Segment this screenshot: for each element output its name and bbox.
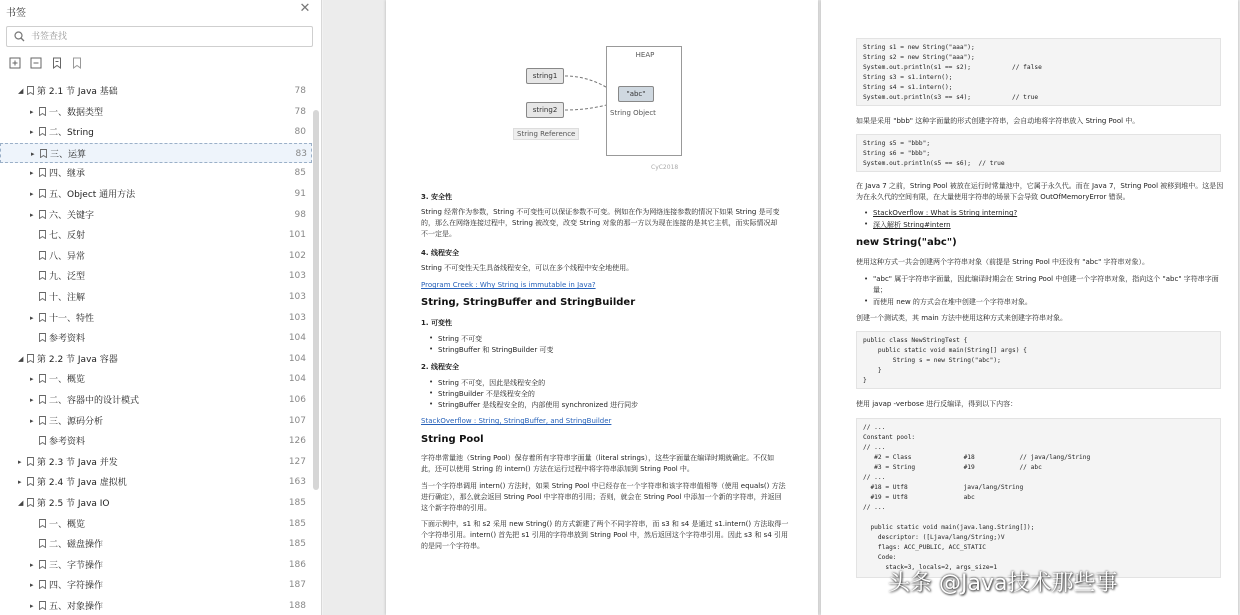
bookmark-item[interactable] bbox=[0, 328, 312, 349]
bookmark-sidebar bbox=[0, 0, 322, 615]
code-line: } bbox=[863, 377, 867, 384]
bookmark-page-number: 78 bbox=[294, 106, 306, 117]
bookmark-item[interactable] bbox=[0, 534, 312, 555]
text-line: 为在永久代的空间有限，在大量使用字符串的场景下会导致 OutOfMemoryError 错误。 bbox=[856, 193, 1130, 201]
code-block-test bbox=[856, 331, 1221, 389]
stackoverflow-link[interactable]: StackOverflow : String, StringBuffer, and StringBuilder bbox=[421, 417, 612, 425]
bookmark-icon bbox=[39, 395, 46, 404]
code-line: public static void main(String[] args) { bbox=[863, 347, 1027, 354]
bookmark-icon bbox=[39, 539, 46, 548]
bookmark-page-number: 103 bbox=[288, 271, 306, 282]
bookmark-icon bbox=[39, 107, 46, 116]
text-line: 字符串常量池（String Pool）保存着所有字符串字面量（literal strings），这些字面量在编译时期就确定。不仅如 bbox=[421, 454, 775, 462]
bookmark-icon bbox=[39, 560, 46, 569]
collapsed-arrow-icon[interactable]: ▸ bbox=[30, 396, 34, 404]
bookmark-search-input[interactable] bbox=[31, 29, 301, 44]
new-string-para: 使用这种方式一共会创建两个字符串对象（前提是 String Pool 中还没有 "abc" 字符串对象）。 bbox=[856, 258, 1150, 266]
bookmark-item[interactable] bbox=[0, 452, 312, 473]
intern-analysis-link[interactable]: • 深入解析 String#intern bbox=[873, 220, 951, 230]
code-line: #3 = String #19 // abc bbox=[863, 464, 1042, 471]
bookmark-item[interactable] bbox=[0, 472, 312, 493]
text-line: 此，还可以使用 String 的 intern() 方法在运行过程中将字符串添加到 String Pool 中。 bbox=[421, 465, 694, 473]
heading-string-builder: String, StringBuffer and StringBuilder bbox=[421, 297, 636, 308]
bookmark-item[interactable] bbox=[0, 246, 312, 267]
bookmark-label: 第 2.5 节 Java IO bbox=[37, 499, 110, 509]
list-item: • StringBuilder 不是线程安全的 bbox=[438, 389, 535, 399]
bookmark-label: 十、注解 bbox=[49, 293, 86, 303]
pool-para-3 bbox=[421, 519, 788, 552]
string-reference-label: String Reference bbox=[513, 128, 579, 140]
code-line: #18 = Utf8 java/lang/String bbox=[863, 484, 1024, 491]
heading-thread-safety-2: 2. 线程安全 bbox=[421, 363, 459, 371]
heading-mutability: 1. 可变性 bbox=[421, 319, 452, 327]
bookmark-item[interactable] bbox=[0, 225, 312, 246]
bookmark-icon bbox=[39, 601, 46, 610]
bookmark-page-number: 103 bbox=[288, 292, 306, 302]
bookmark-page-number: 185 bbox=[288, 518, 306, 529]
bookmark-label: 三、字节操作 bbox=[49, 560, 104, 571]
bookmark-label: 十一、特性 bbox=[49, 313, 95, 324]
bookmark-label: 五、对象操作 bbox=[49, 602, 104, 612]
collapsed-arrow-icon[interactable]: ▸ bbox=[31, 149, 35, 158]
bookmark-label: 二、磁盘操作 bbox=[49, 540, 104, 551]
bookmark-icon bbox=[39, 210, 46, 219]
bookmark-icon bbox=[27, 498, 34, 507]
test-class-para: 创建一个测试类，其 main 方法中使用这种方式来创建字符串对象。 bbox=[856, 314, 1067, 322]
abc-value: "abc" bbox=[618, 86, 654, 102]
bookmark-item[interactable] bbox=[0, 514, 312, 535]
code-line: String s2 = new String("aaa"); bbox=[863, 54, 975, 61]
bookmark-icon bbox=[39, 519, 46, 528]
bookmark-icon bbox=[27, 86, 34, 95]
text-line: String 经常作为参数，String 不可变性可以保证参数不可变。例如在作为网络连接参数的情况下如果 String 是可变 bbox=[421, 208, 780, 216]
code-line: String s1 = new String("aaa"); bbox=[863, 44, 975, 51]
bookmark-label: 七、反射 bbox=[49, 231, 86, 242]
expanded-arrow-icon[interactable]: ◢ bbox=[18, 87, 24, 95]
list-item bbox=[873, 274, 1219, 296]
sidebar-header bbox=[0, 0, 322, 22]
bookmark-icon bbox=[39, 271, 46, 280]
bookmark-item[interactable] bbox=[0, 266, 312, 287]
literal-para: 如果是采用 "bbb" 这种字面量的形式创建字符串，会自动地将字符串放入 String Pool 中。 bbox=[856, 117, 1140, 125]
bookmark-page-number: 126 bbox=[288, 436, 306, 447]
collapsed-arrow-icon[interactable]: ▸ bbox=[18, 457, 22, 466]
bookmark-icon bbox=[39, 230, 46, 239]
bookmark-page-number: 127 bbox=[288, 456, 306, 467]
bookmark-icon bbox=[39, 436, 46, 445]
code-block-intern bbox=[856, 38, 1221, 106]
bookmark-add-icon[interactable] bbox=[51, 57, 63, 69]
bookmark-label: 三、源码分析 bbox=[49, 416, 104, 427]
string1-ref: string1 bbox=[526, 68, 564, 84]
bookmark-label: 一、概览 bbox=[49, 519, 86, 530]
collapsed-arrow-icon[interactable]: ▸ bbox=[30, 375, 34, 384]
list-item: • 而使用 new 的方式会在堆中创建一个字符串对象。 bbox=[873, 297, 1032, 307]
bookmark-page-number: 98 bbox=[294, 209, 306, 220]
text-line: 当一个字符串调用 intern() 方法时，如果 String Pool 中已经存在一个字符串和该字符串值相等（使用 equals() 方法 bbox=[421, 482, 786, 490]
bookmark-label: 八、异常 bbox=[49, 251, 86, 262]
list-item: • String 不可变 bbox=[438, 334, 482, 344]
bookmark-item[interactable] bbox=[0, 349, 312, 370]
bookmark-page-number: 185 bbox=[288, 539, 306, 550]
bookmark-label: 参考资料 bbox=[49, 437, 86, 448]
bookmark-icon bbox=[39, 333, 46, 342]
code-line: descriptor: ([Ljava/lang/String;)V bbox=[863, 534, 1005, 541]
diagram-credit: CyC2018 bbox=[651, 164, 679, 171]
bookmark-item[interactable] bbox=[0, 411, 312, 432]
code-line: System.out.println(s1 == s2); // false bbox=[863, 64, 1042, 71]
text-line: 的是同一个字符串。 bbox=[421, 542, 484, 550]
bookmark-page-number: 91 bbox=[294, 189, 306, 199]
code-line: // ... bbox=[863, 444, 886, 451]
pdf-page-left bbox=[386, 0, 818, 615]
collapsed-arrow-icon[interactable]: ▸ bbox=[30, 210, 34, 219]
text-line: 量； bbox=[873, 286, 887, 294]
bookmark-item[interactable] bbox=[0, 102, 312, 123]
java7-para bbox=[856, 181, 1223, 203]
bookmark-icon bbox=[39, 168, 46, 177]
code-line: System.out.println(s5 == s6); // true bbox=[863, 160, 1005, 167]
thread-safety-para: String 不可变性天生具备线程安全，可以在多个线程中安全地使用。 bbox=[421, 264, 634, 272]
bookmark-page-number: 80 bbox=[294, 127, 306, 138]
bookmark-item[interactable] bbox=[0, 163, 312, 184]
bookmark-label: 四、字符操作 bbox=[49, 581, 104, 592]
bookmark-icon bbox=[39, 374, 46, 383]
bookmark-item[interactable] bbox=[0, 596, 312, 615]
string-interning-link[interactable]: • StackOverflow : What is String interning? bbox=[873, 209, 1017, 217]
bookmark-item[interactable] bbox=[0, 308, 312, 329]
code-line: flags: ACC_PUBLIC, ACC_STATIC bbox=[863, 544, 986, 551]
bookmark-item[interactable] bbox=[0, 287, 312, 308]
document-viewer[interactable] bbox=[323, 0, 1240, 615]
string-object-label: String Object bbox=[610, 109, 656, 117]
bookmark-icon bbox=[27, 457, 34, 466]
expanded-arrow-icon[interactable]: ◢ bbox=[18, 499, 24, 507]
code-line: // ... bbox=[863, 424, 886, 431]
bookmark-label: 一、概览 bbox=[49, 375, 86, 386]
bookmark-item[interactable] bbox=[0, 390, 312, 411]
bookmark-label: 第 2.3 节 Java 并发 bbox=[37, 457, 118, 468]
text-line: 这个新字符串的引用。 bbox=[421, 504, 491, 512]
list-item: • String 不可变，因此是线程安全的 bbox=[438, 378, 545, 388]
watermark-text: 头条 @Java技术那些事 bbox=[888, 571, 1118, 596]
bookmark-label: 三、运算 bbox=[50, 149, 87, 160]
collapsed-arrow-icon[interactable]: ▸ bbox=[30, 169, 34, 178]
bookmark-icon bbox=[39, 313, 46, 322]
code-block-literal bbox=[856, 134, 1221, 172]
sidebar-scrollbar[interactable] bbox=[313, 110, 319, 490]
pool-para-1 bbox=[421, 453, 774, 475]
bookmark-item[interactable] bbox=[0, 184, 312, 205]
bookmark-page-number: 188 bbox=[288, 601, 306, 611]
collapsed-arrow-icon[interactable]: ▸ bbox=[30, 581, 34, 590]
bookmark-label: 二、容器中的设计模式 bbox=[49, 396, 140, 406]
bookmark-icon[interactable] bbox=[71, 57, 83, 69]
code-block-javap bbox=[856, 418, 1221, 578]
text-line: 个字符串引用。intern() 首先把 s1 引用的字符串放到 String Pool 中，然后返回这个字符串引用。因此 s3 和 s4 引用 bbox=[421, 531, 789, 539]
code-line: stack=3, locals=2, args_size=1 bbox=[863, 564, 998, 571]
collapsed-arrow-icon[interactable]: ▸ bbox=[30, 602, 34, 610]
bookmark-page-number: 106 bbox=[288, 395, 306, 405]
bookmark-icon bbox=[39, 416, 46, 425]
code-line: public static void main(java.lang.String[]); bbox=[863, 524, 1035, 531]
bookmark-item[interactable] bbox=[0, 431, 312, 452]
heading-new-string: new String("abc") bbox=[856, 237, 957, 248]
bookmark-label: 参考资料 bbox=[49, 334, 86, 345]
bookmark-page-number: 163 bbox=[288, 477, 306, 488]
bookmark-label: 六、关键字 bbox=[49, 210, 95, 221]
heading-security: 3. 安全性 bbox=[421, 193, 452, 201]
bookmark-page-number: 104 bbox=[288, 353, 306, 364]
string2-ref: string2 bbox=[526, 102, 564, 118]
bookmark-label: 五、Object 通用方法 bbox=[49, 190, 136, 200]
search-icon bbox=[14, 31, 25, 42]
expanded-arrow-icon[interactable]: ◢ bbox=[18, 354, 24, 363]
sidebar-title: 书签 bbox=[6, 8, 26, 19]
bookmark-item[interactable] bbox=[0, 493, 312, 514]
bookmark-search-box[interactable] bbox=[6, 26, 313, 47]
bookmark-item[interactable] bbox=[0, 205, 312, 226]
heading-string-pool: String Pool bbox=[421, 434, 484, 445]
collapsed-arrow-icon[interactable]: ▸ bbox=[18, 478, 22, 487]
list-item: • StringBuffer 是线程安全的，内部使用 synchronized 进行同步 bbox=[438, 400, 638, 410]
bookmark-page-number: 103 bbox=[288, 312, 306, 323]
bookmark-page-number: 102 bbox=[288, 250, 306, 261]
collapsed-arrow-icon[interactable]: ▸ bbox=[30, 128, 34, 137]
code-line: String s6 = "bbb"; bbox=[863, 150, 931, 157]
collapsed-arrow-icon[interactable]: ▸ bbox=[30, 416, 34, 425]
bookmark-tree bbox=[0, 81, 312, 615]
bookmark-icon bbox=[39, 580, 46, 589]
bookmark-icon bbox=[39, 127, 46, 136]
bookmark-icon bbox=[39, 292, 46, 301]
bookmark-page-number: 85 bbox=[294, 168, 306, 179]
code-line: String s4 = s1.intern(); bbox=[863, 84, 953, 91]
code-line: #19 = Utf8 abc bbox=[863, 494, 975, 501]
bookmark-item[interactable] bbox=[0, 575, 312, 596]
bookmark-icon bbox=[39, 251, 46, 260]
bookmark-label: 第 2.1 节 Java 基础 bbox=[37, 87, 118, 97]
collapsed-arrow-icon[interactable]: ▸ bbox=[30, 313, 34, 322]
bookmark-item[interactable] bbox=[0, 122, 312, 143]
bookmark-label: 第 2.4 节 Java 虚拟机 bbox=[37, 478, 127, 489]
bookmark-icon bbox=[39, 189, 46, 198]
collapsed-arrow-icon[interactable]: ▸ bbox=[30, 107, 34, 116]
code-line: // ... bbox=[863, 474, 886, 481]
bookmark-page-number: 104 bbox=[288, 333, 306, 344]
bookmark-page-number: 187 bbox=[288, 580, 306, 591]
code-line: String s3 = s1.intern(); bbox=[863, 74, 953, 81]
code-line: String s = new String("abc"); bbox=[863, 357, 1001, 364]
list-item: • StringBuffer 和 StringBuilder 可变 bbox=[438, 345, 553, 355]
bookmark-icon bbox=[40, 149, 47, 158]
code-line: String s5 = "bbb"; bbox=[863, 140, 931, 147]
close-icon[interactable]: ✕ bbox=[299, 1, 311, 16]
bookmark-page-number: 104 bbox=[288, 374, 306, 385]
code-line: Code: bbox=[863, 554, 897, 561]
code-line: #2 = Class #18 // java/lang/String bbox=[863, 454, 1091, 461]
collapse-icon[interactable] bbox=[30, 57, 42, 69]
text-line: 的，那么在网络连接过程中，String 被改变，改变 String 对象的那一方以为现在连接的是其它主机，而实际情况却 bbox=[421, 219, 778, 227]
string-pool-diagram bbox=[517, 40, 717, 180]
bookmark-label: 第 2.2 节 Java 容器 bbox=[37, 354, 118, 365]
bookmark-page-number: 83 bbox=[295, 148, 307, 159]
expand-icon[interactable] bbox=[9, 57, 21, 69]
text-line: 进行确定），那么就会返回 String Pool 中字符串的引用；否则，就会在 String Pool 中添加一个新的字符串，并返回 bbox=[421, 493, 782, 501]
text-line: 在 Java 7 之前，String Pool 被放在运行时常量池中，它属于永久代。而在 Java 7，String Pool 被移到堆中。这是因 bbox=[856, 182, 1224, 190]
bookmark-item[interactable] bbox=[0, 369, 312, 390]
bookmark-page-number: 107 bbox=[288, 415, 306, 426]
text-line: 下面示例中，s1 和 s2 采用 new String() 的方式新建了两个不同字符串，而 s3 和 s4 是通过 s1.intern() 方法取得一 bbox=[421, 520, 789, 528]
code-line: public class NewStringTest { bbox=[863, 337, 968, 344]
bookmark-page-number: 101 bbox=[288, 230, 306, 241]
bookmark-icon bbox=[27, 354, 34, 363]
bookmark-item[interactable] bbox=[0, 81, 312, 102]
program-creek-link[interactable]: Program Creek : Why String is immutable in Java? bbox=[421, 281, 596, 289]
bookmark-label: 九、泛型 bbox=[49, 272, 86, 283]
bookmark-icon bbox=[27, 477, 34, 486]
pool-para-2 bbox=[421, 481, 786, 514]
bookmark-page-number: 186 bbox=[288, 559, 306, 570]
security-para bbox=[421, 207, 780, 240]
text-line: 不一定是。 bbox=[421, 230, 456, 238]
bookmark-item[interactable] bbox=[0, 555, 312, 576]
bookmark-page-number: 78 bbox=[294, 86, 306, 96]
collapsed-arrow-icon[interactable]: ▸ bbox=[30, 190, 34, 198]
bookmark-item[interactable] bbox=[0, 143, 312, 164]
code-line: System.out.println(s3 == s4); // true bbox=[863, 94, 1039, 101]
pdf-page-right bbox=[821, 0, 1238, 615]
collapsed-arrow-icon[interactable]: ▸ bbox=[30, 560, 34, 569]
heading-thread-safety: 4. 线程安全 bbox=[421, 249, 459, 257]
javap-para: 使用 javap -verbose 进行反编译，得到以下内容： bbox=[856, 400, 1018, 408]
code-line: Constant pool: bbox=[863, 434, 916, 441]
text-line: • "abc" 属于字符串字面量，因此编译时期会在 String Pool 中创建一个字符串对象，指向这个 "abc" 字符串字面 bbox=[873, 274, 1219, 285]
heap-label: HEAP bbox=[635, 51, 655, 59]
code-line: } bbox=[863, 367, 882, 374]
bookmark-page-number: 185 bbox=[288, 498, 306, 508]
bookmark-label: 四、继承 bbox=[49, 169, 86, 180]
bookmark-label: 一、数据类型 bbox=[49, 107, 104, 118]
code-line: // ... bbox=[863, 504, 886, 511]
bookmark-label: 二、String bbox=[49, 128, 94, 139]
